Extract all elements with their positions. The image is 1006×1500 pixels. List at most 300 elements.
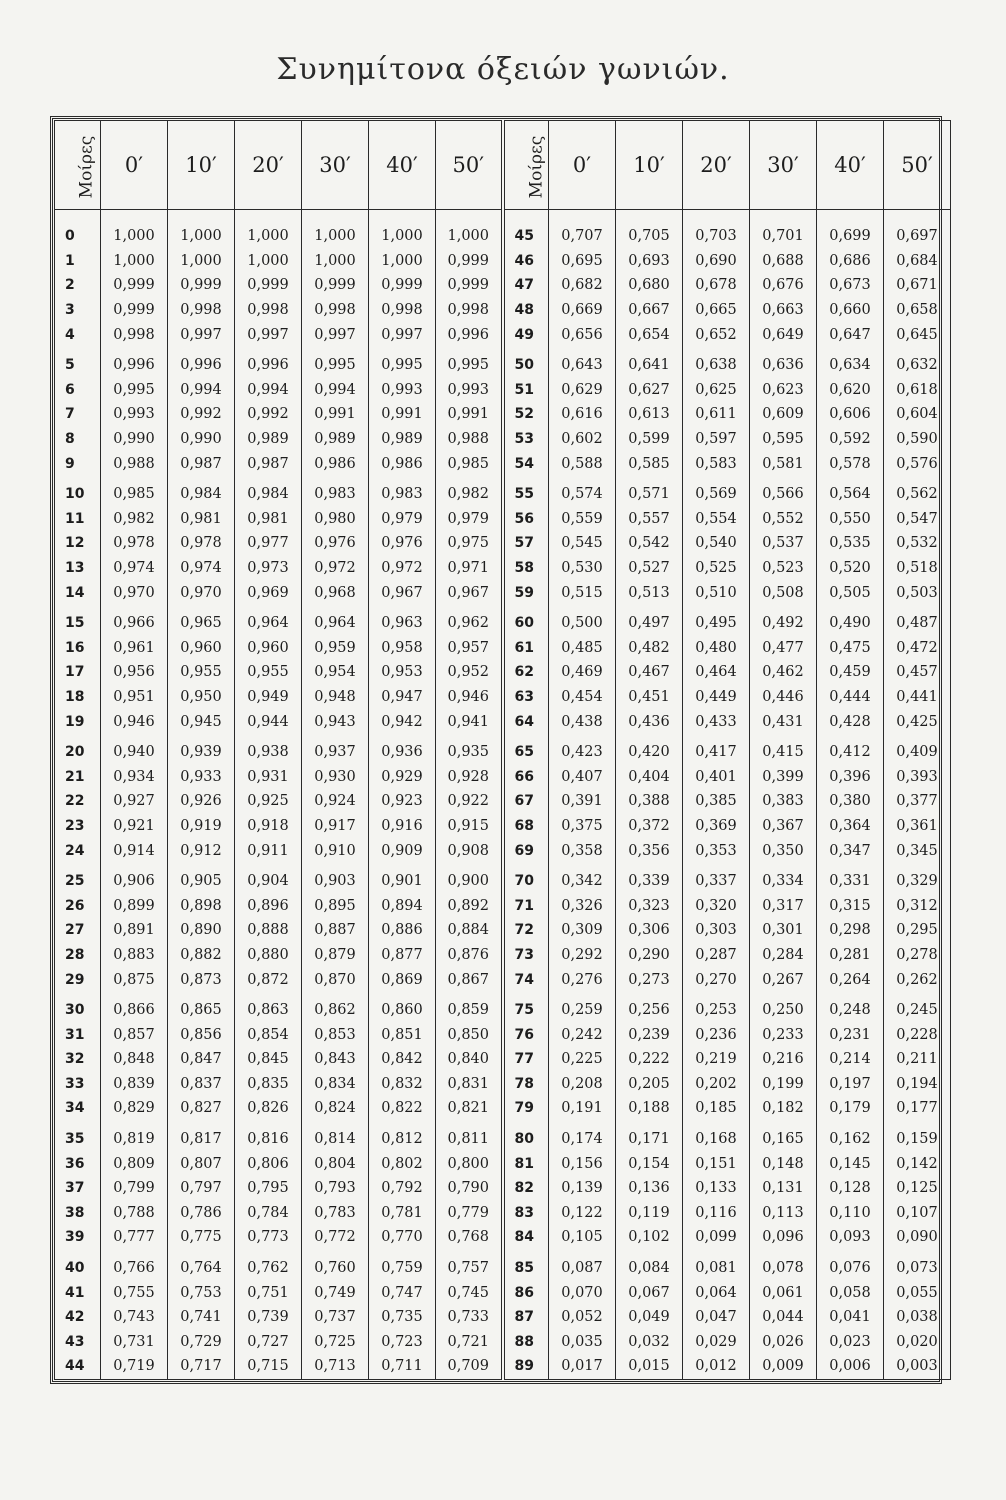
value-cell: 0,986 bbox=[302, 451, 369, 476]
value-cell: 0,792 bbox=[369, 1176, 436, 1201]
value-cell: 0,998 bbox=[436, 298, 503, 323]
value-cell: 0,003 bbox=[884, 1354, 951, 1379]
table-row bbox=[55, 1305, 951, 1330]
value-cell: 0,391 bbox=[549, 789, 616, 814]
value-cell: 0,850 bbox=[436, 1022, 503, 1047]
degree-cell: 41 bbox=[55, 1280, 101, 1305]
value-cell: 0,647 bbox=[817, 322, 884, 347]
value-cell: 0,197 bbox=[817, 1072, 884, 1097]
value-cell: 0,081 bbox=[683, 1250, 750, 1281]
value-cell: 0,105 bbox=[549, 1225, 616, 1250]
table-row bbox=[55, 1022, 951, 1047]
degree-cell: 18 bbox=[55, 685, 101, 710]
degree-cell: 7 bbox=[55, 402, 101, 427]
value-cell: 0,667 bbox=[616, 298, 683, 323]
value-cell: 0,287 bbox=[683, 943, 750, 968]
degree-cell: 32 bbox=[55, 1047, 101, 1072]
value-cell: 0,984 bbox=[235, 476, 302, 507]
degree-cell: 45 bbox=[503, 210, 549, 249]
value-cell: 0,784 bbox=[235, 1201, 302, 1226]
value-cell: 0,999 bbox=[101, 298, 168, 323]
value-cell: 0,076 bbox=[817, 1250, 884, 1281]
table-row bbox=[55, 1072, 951, 1097]
value-cell: 0,759 bbox=[369, 1250, 436, 1281]
value-cell: 0,673 bbox=[817, 273, 884, 298]
value-cell: 0,972 bbox=[369, 556, 436, 581]
table-body bbox=[55, 210, 951, 1380]
value-cell: 0,154 bbox=[616, 1151, 683, 1176]
value-cell: 0,999 bbox=[369, 273, 436, 298]
value-cell: 0,965 bbox=[168, 605, 235, 636]
value-cell: 0,312 bbox=[884, 893, 951, 918]
degree-cell: 64 bbox=[503, 709, 549, 734]
value-cell: 0,545 bbox=[549, 531, 616, 556]
value-cell: 0,625 bbox=[683, 378, 750, 403]
value-cell: 0,412 bbox=[817, 734, 884, 765]
value-cell: 0,772 bbox=[302, 1225, 369, 1250]
value-cell: 0,727 bbox=[235, 1330, 302, 1355]
value-cell: 0,985 bbox=[101, 476, 168, 507]
minute-header-20-left: 20′ bbox=[235, 121, 302, 210]
value-cell: 0,537 bbox=[750, 531, 817, 556]
table-row bbox=[55, 605, 951, 636]
table-row bbox=[55, 1250, 951, 1281]
degree-cell: 87 bbox=[503, 1305, 549, 1330]
degree-cell: 13 bbox=[55, 556, 101, 581]
degree-cell: 65 bbox=[503, 734, 549, 765]
table-row bbox=[55, 918, 951, 943]
value-cell: 0,110 bbox=[817, 1201, 884, 1226]
degree-cell: 37 bbox=[55, 1176, 101, 1201]
table-row bbox=[55, 636, 951, 661]
value-cell: 0,916 bbox=[369, 814, 436, 839]
value-cell: 0,898 bbox=[168, 893, 235, 918]
value-cell: 0,814 bbox=[302, 1121, 369, 1152]
value-cell: 0,723 bbox=[369, 1330, 436, 1355]
value-cell: 0,417 bbox=[683, 734, 750, 765]
value-cell: 0,233 bbox=[750, 1022, 817, 1047]
value-cell: 0,616 bbox=[549, 402, 616, 427]
value-cell: 0,020 bbox=[884, 1330, 951, 1355]
value-cell: 0,248 bbox=[817, 992, 884, 1023]
value-cell: 0,236 bbox=[683, 1022, 750, 1047]
value-cell: 0,721 bbox=[436, 1330, 503, 1355]
degree-cell: 28 bbox=[55, 943, 101, 968]
table-row bbox=[55, 210, 951, 249]
value-cell: 0,989 bbox=[235, 427, 302, 452]
value-cell: 0,242 bbox=[549, 1022, 616, 1047]
value-cell: 0,996 bbox=[436, 322, 503, 347]
minute-header-0-left: 0′ bbox=[101, 121, 168, 210]
degree-cell: 63 bbox=[503, 685, 549, 710]
value-cell: 0,680 bbox=[616, 273, 683, 298]
table-row bbox=[55, 814, 951, 839]
value-cell: 1,000 bbox=[235, 249, 302, 274]
value-cell: 0,205 bbox=[616, 1072, 683, 1097]
degree-cell: 34 bbox=[55, 1096, 101, 1121]
value-cell: 0,401 bbox=[683, 764, 750, 789]
value-cell: 0,532 bbox=[884, 531, 951, 556]
value-cell: 0,194 bbox=[884, 1072, 951, 1097]
value-cell: 0,997 bbox=[302, 322, 369, 347]
value-cell: 0,649 bbox=[750, 322, 817, 347]
minute-header-40-left: 40′ bbox=[369, 121, 436, 210]
value-cell: 0,652 bbox=[683, 322, 750, 347]
minute-header-50-left: 50′ bbox=[436, 121, 503, 210]
value-cell: 0,250 bbox=[750, 992, 817, 1023]
value-cell: 0,472 bbox=[884, 636, 951, 661]
value-cell: 0,345 bbox=[884, 838, 951, 863]
value-cell: 0,995 bbox=[369, 347, 436, 378]
value-cell: 0,055 bbox=[884, 1280, 951, 1305]
degree-cell: 4 bbox=[55, 322, 101, 347]
value-cell: 0,446 bbox=[750, 685, 817, 710]
value-cell: 0,948 bbox=[302, 685, 369, 710]
value-cell: 0,959 bbox=[302, 636, 369, 661]
table-row bbox=[55, 764, 951, 789]
value-cell: 0,047 bbox=[683, 1305, 750, 1330]
value-cell: 0,923 bbox=[369, 789, 436, 814]
value-cell: 0,436 bbox=[616, 709, 683, 734]
value-cell: 0,278 bbox=[884, 943, 951, 968]
degree-cell: 55 bbox=[503, 476, 549, 507]
value-cell: 0,986 bbox=[369, 451, 436, 476]
value-cell: 0,284 bbox=[750, 943, 817, 968]
value-cell: 0,475 bbox=[817, 636, 884, 661]
table-row bbox=[55, 531, 951, 556]
value-cell: 0,745 bbox=[436, 1280, 503, 1305]
value-cell: 0,038 bbox=[884, 1305, 951, 1330]
table-row bbox=[55, 378, 951, 403]
value-cell: 0,627 bbox=[616, 378, 683, 403]
value-cell: 0,994 bbox=[235, 378, 302, 403]
value-cell: 0,292 bbox=[549, 943, 616, 968]
table-row bbox=[55, 249, 951, 274]
value-cell: 0,995 bbox=[436, 347, 503, 378]
degree-cell: 84 bbox=[503, 1225, 549, 1250]
value-cell: 0,955 bbox=[168, 660, 235, 685]
value-cell: 0,933 bbox=[168, 764, 235, 789]
value-cell: 0,214 bbox=[817, 1047, 884, 1072]
value-cell: 0,842 bbox=[369, 1047, 436, 1072]
value-cell: 0,070 bbox=[549, 1280, 616, 1305]
value-cell: 0,383 bbox=[750, 789, 817, 814]
value-cell: 0,449 bbox=[683, 685, 750, 710]
value-cell: 0,052 bbox=[549, 1305, 616, 1330]
value-cell: 0,888 bbox=[235, 918, 302, 943]
table-row bbox=[55, 685, 951, 710]
minute-header-30-right: 30′ bbox=[750, 121, 817, 210]
degree-cell: 44 bbox=[55, 1354, 101, 1379]
value-cell: 0,613 bbox=[616, 402, 683, 427]
value-cell: 0,886 bbox=[369, 918, 436, 943]
value-cell: 0,804 bbox=[302, 1151, 369, 1176]
value-cell: 0,914 bbox=[101, 838, 168, 863]
minute-header-40-right: 40′ bbox=[817, 121, 884, 210]
degree-cell: 49 bbox=[503, 322, 549, 347]
value-cell: 0,709 bbox=[436, 1354, 503, 1379]
value-cell: 0,979 bbox=[369, 507, 436, 532]
value-cell: 0,495 bbox=[683, 605, 750, 636]
value-cell: 0,793 bbox=[302, 1176, 369, 1201]
value-cell: 0,995 bbox=[101, 378, 168, 403]
value-cell: 0,090 bbox=[884, 1225, 951, 1250]
value-cell: 1,000 bbox=[235, 210, 302, 249]
value-cell: 0,835 bbox=[235, 1072, 302, 1097]
value-cell: 0,862 bbox=[302, 992, 369, 1023]
value-cell: 0,775 bbox=[168, 1225, 235, 1250]
value-cell: 0,477 bbox=[750, 636, 817, 661]
value-cell: 0,996 bbox=[168, 347, 235, 378]
value-cell: 0,942 bbox=[369, 709, 436, 734]
value-cell: 0,441 bbox=[884, 685, 951, 710]
value-cell: 0,978 bbox=[168, 531, 235, 556]
value-cell: 0,513 bbox=[616, 580, 683, 605]
value-cell: 0,629 bbox=[549, 378, 616, 403]
degree-cell: 51 bbox=[503, 378, 549, 403]
value-cell: 0,119 bbox=[616, 1201, 683, 1226]
value-cell: 0,128 bbox=[817, 1176, 884, 1201]
value-cell: 0,690 bbox=[683, 249, 750, 274]
value-cell: 0,347 bbox=[817, 838, 884, 863]
value-cell: 0,270 bbox=[683, 967, 750, 992]
value-cell: 0,890 bbox=[168, 918, 235, 943]
minute-header-0-right: 0′ bbox=[549, 121, 616, 210]
value-cell: 1,000 bbox=[436, 210, 503, 249]
value-cell: 0,940 bbox=[101, 734, 168, 765]
value-cell: 0,969 bbox=[235, 580, 302, 605]
value-cell: 0,999 bbox=[101, 273, 168, 298]
value-cell: 0,423 bbox=[549, 734, 616, 765]
value-cell: 0,924 bbox=[302, 789, 369, 814]
value-cell: 0,802 bbox=[369, 1151, 436, 1176]
value-cell: 0,946 bbox=[101, 709, 168, 734]
value-cell: 0,812 bbox=[369, 1121, 436, 1152]
value-cell: 0,658 bbox=[884, 298, 951, 323]
table-row bbox=[55, 967, 951, 992]
value-cell: 0,632 bbox=[884, 347, 951, 378]
value-cell: 0,676 bbox=[750, 273, 817, 298]
value-cell: 0,102 bbox=[616, 1225, 683, 1250]
value-cell: 0,185 bbox=[683, 1096, 750, 1121]
value-cell: 0,168 bbox=[683, 1121, 750, 1152]
degree-cell: 69 bbox=[503, 838, 549, 863]
value-cell: 0,525 bbox=[683, 556, 750, 581]
value-cell: 0,503 bbox=[884, 580, 951, 605]
value-cell: 0,997 bbox=[235, 322, 302, 347]
value-cell: 0,380 bbox=[817, 789, 884, 814]
value-cell: 0,926 bbox=[168, 789, 235, 814]
value-cell: 0,375 bbox=[549, 814, 616, 839]
value-cell: 0,162 bbox=[817, 1121, 884, 1152]
degree-cell: 14 bbox=[55, 580, 101, 605]
value-cell: 0,863 bbox=[235, 992, 302, 1023]
value-cell: 0,980 bbox=[302, 507, 369, 532]
value-cell: 0,998 bbox=[101, 322, 168, 347]
degree-cell: 54 bbox=[503, 451, 549, 476]
value-cell: 0,927 bbox=[101, 789, 168, 814]
value-cell: 0,971 bbox=[436, 556, 503, 581]
table-row bbox=[55, 1151, 951, 1176]
degree-cell: 20 bbox=[55, 734, 101, 765]
value-cell: 0,843 bbox=[302, 1047, 369, 1072]
value-cell: 0,508 bbox=[750, 580, 817, 605]
value-cell: 0,231 bbox=[817, 1022, 884, 1047]
value-cell: 0,957 bbox=[436, 636, 503, 661]
value-cell: 0,887 bbox=[302, 918, 369, 943]
value-cell: 0,983 bbox=[302, 476, 369, 507]
value-cell: 0,797 bbox=[168, 1176, 235, 1201]
value-cell: 0,962 bbox=[436, 605, 503, 636]
value-cell: 0,688 bbox=[750, 249, 817, 274]
value-cell: 0,705 bbox=[616, 210, 683, 249]
value-cell: 0,358 bbox=[549, 838, 616, 863]
value-cell: 0,557 bbox=[616, 507, 683, 532]
value-cell: 0,583 bbox=[683, 451, 750, 476]
value-cell: 0,588 bbox=[549, 451, 616, 476]
degree-cell: 88 bbox=[503, 1330, 549, 1355]
value-cell: 0,749 bbox=[302, 1280, 369, 1305]
value-cell: 0,309 bbox=[549, 918, 616, 943]
degree-cell: 1 bbox=[55, 249, 101, 274]
value-cell: 0,654 bbox=[616, 322, 683, 347]
value-cell: 0,202 bbox=[683, 1072, 750, 1097]
table-row bbox=[55, 347, 951, 378]
value-cell: 0,409 bbox=[884, 734, 951, 765]
value-cell: 0,806 bbox=[235, 1151, 302, 1176]
value-cell: 0,994 bbox=[168, 378, 235, 403]
value-cell: 0,393 bbox=[884, 764, 951, 789]
value-cell: 0,994 bbox=[302, 378, 369, 403]
value-cell: 0,729 bbox=[168, 1330, 235, 1355]
value-cell: 0,912 bbox=[168, 838, 235, 863]
minute-header-30-left: 30′ bbox=[302, 121, 369, 210]
value-cell: 0,505 bbox=[817, 580, 884, 605]
degree-cell: 25 bbox=[55, 863, 101, 894]
value-cell: 0,177 bbox=[884, 1096, 951, 1121]
value-cell: 0,699 bbox=[817, 210, 884, 249]
degree-cell: 74 bbox=[503, 967, 549, 992]
value-cell: 0,713 bbox=[302, 1354, 369, 1379]
value-cell: 0,931 bbox=[235, 764, 302, 789]
value-cell: 0,875 bbox=[101, 967, 168, 992]
value-cell: 0,464 bbox=[683, 660, 750, 685]
value-cell: 0,979 bbox=[436, 507, 503, 532]
value-cell: 0,219 bbox=[683, 1047, 750, 1072]
value-cell: 0,554 bbox=[683, 507, 750, 532]
value-cell: 0,356 bbox=[616, 838, 683, 863]
degree-cell: 16 bbox=[55, 636, 101, 661]
value-cell: 0,245 bbox=[884, 992, 951, 1023]
value-cell: 0,773 bbox=[235, 1225, 302, 1250]
value-cell: 0,564 bbox=[817, 476, 884, 507]
value-cell: 0,396 bbox=[817, 764, 884, 789]
value-cell: 0,420 bbox=[616, 734, 683, 765]
value-cell: 0,009 bbox=[750, 1354, 817, 1379]
value-cell: 0,991 bbox=[436, 402, 503, 427]
value-cell: 0,991 bbox=[369, 402, 436, 427]
degree-cell: 77 bbox=[503, 1047, 549, 1072]
degree-cell: 42 bbox=[55, 1305, 101, 1330]
table-row bbox=[55, 402, 951, 427]
value-cell: 0,960 bbox=[168, 636, 235, 661]
value-cell: 0,500 bbox=[549, 605, 616, 636]
value-cell: 0,407 bbox=[549, 764, 616, 789]
value-cell: 0,964 bbox=[302, 605, 369, 636]
value-cell: 0,958 bbox=[369, 636, 436, 661]
value-cell: 0,682 bbox=[549, 273, 616, 298]
value-cell: 0,879 bbox=[302, 943, 369, 968]
value-cell: 0,087 bbox=[549, 1250, 616, 1281]
value-cell: 0,611 bbox=[683, 402, 750, 427]
value-cell: 0,955 bbox=[235, 660, 302, 685]
value-cell: 0,295 bbox=[884, 918, 951, 943]
value-cell: 0,999 bbox=[168, 273, 235, 298]
value-cell: 0,891 bbox=[101, 918, 168, 943]
degree-cell: 26 bbox=[55, 893, 101, 918]
value-cell: 0,880 bbox=[235, 943, 302, 968]
value-cell: 0,131 bbox=[750, 1176, 817, 1201]
value-cell: 0,715 bbox=[235, 1354, 302, 1379]
value-cell: 0,839 bbox=[101, 1072, 168, 1097]
minute-header-20-right: 20′ bbox=[683, 121, 750, 210]
value-cell: 0,790 bbox=[436, 1176, 503, 1201]
value-cell: 0,922 bbox=[436, 789, 503, 814]
degree-cell: 53 bbox=[503, 427, 549, 452]
table-row bbox=[55, 1201, 951, 1226]
value-cell: 0,993 bbox=[436, 378, 503, 403]
minute-header-10-right: 10′ bbox=[616, 121, 683, 210]
value-cell: 0,559 bbox=[549, 507, 616, 532]
value-cell: 0,388 bbox=[616, 789, 683, 814]
value-cell: 0,807 bbox=[168, 1151, 235, 1176]
value-cell: 0,656 bbox=[549, 322, 616, 347]
value-cell: 0,711 bbox=[369, 1354, 436, 1379]
value-cell: 0,911 bbox=[235, 838, 302, 863]
value-cell: 0,757 bbox=[436, 1250, 503, 1281]
value-cell: 0,947 bbox=[369, 685, 436, 710]
value-cell: 0,707 bbox=[549, 210, 616, 249]
value-cell: 0,317 bbox=[750, 893, 817, 918]
value-cell: 0,826 bbox=[235, 1096, 302, 1121]
value-cell: 0,755 bbox=[101, 1280, 168, 1305]
value-cell: 0,298 bbox=[817, 918, 884, 943]
value-cell: 0,462 bbox=[750, 660, 817, 685]
value-cell: 0,753 bbox=[168, 1280, 235, 1305]
value-cell: 0,974 bbox=[168, 556, 235, 581]
value-cell: 0,992 bbox=[168, 402, 235, 427]
degree-cell: 67 bbox=[503, 789, 549, 814]
value-cell: 0,970 bbox=[168, 580, 235, 605]
table-row bbox=[55, 1176, 951, 1201]
value-cell: 0,952 bbox=[436, 660, 503, 685]
value-cell: 0,895 bbox=[302, 893, 369, 918]
value-cell: 0,762 bbox=[235, 1250, 302, 1281]
value-cell: 0,459 bbox=[817, 660, 884, 685]
degree-cell: 19 bbox=[55, 709, 101, 734]
value-cell: 0,678 bbox=[683, 273, 750, 298]
value-cell: 0,303 bbox=[683, 918, 750, 943]
table-row bbox=[55, 1330, 951, 1355]
value-cell: 0,725 bbox=[302, 1330, 369, 1355]
degree-cell: 30 bbox=[55, 992, 101, 1023]
table-row bbox=[55, 660, 951, 685]
value-cell: 0,578 bbox=[817, 451, 884, 476]
value-cell: 0,851 bbox=[369, 1022, 436, 1047]
value-cell: 0,023 bbox=[817, 1330, 884, 1355]
value-cell: 0,306 bbox=[616, 918, 683, 943]
value-cell: 0,159 bbox=[884, 1121, 951, 1152]
